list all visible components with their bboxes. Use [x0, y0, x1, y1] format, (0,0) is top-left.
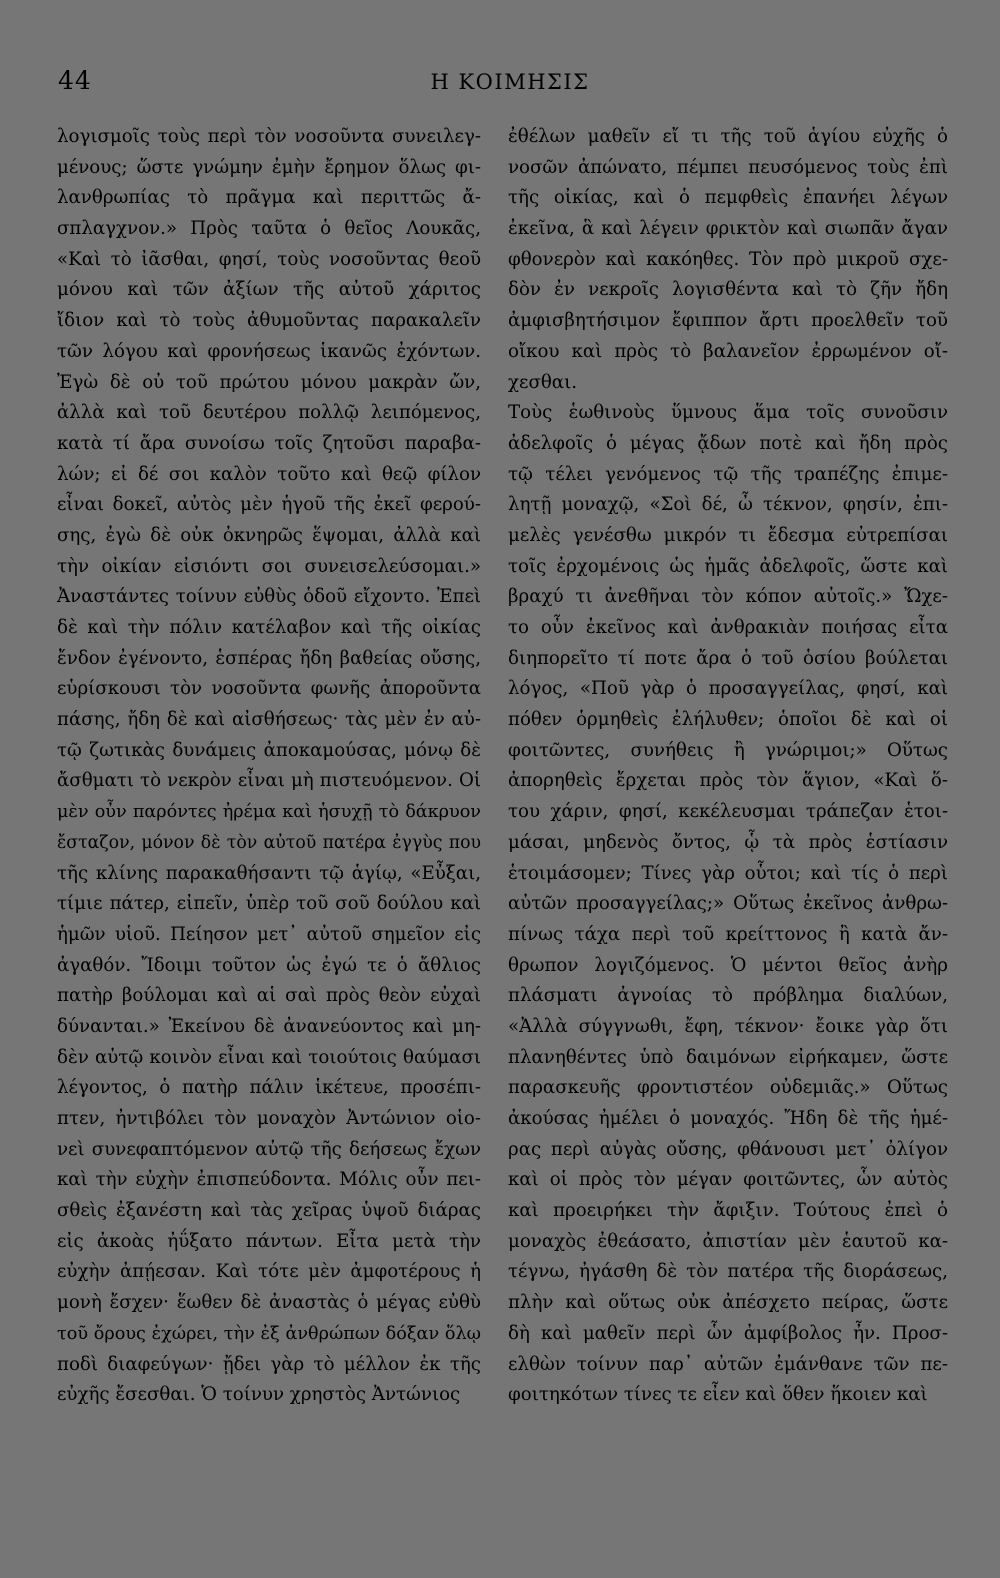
text-line: ἀλλὰ καὶ τοῦ δευτέρου πολλῷ λειπόμενος,: [57, 402, 481, 424]
text-line: μοναχὸς ἐθεάσατο, ἀπιστίαν μὲν ἑαυτοῦ κα-: [508, 1230, 948, 1252]
text-line: ποδὶ διαφεύγων· ᾔδει γὰρ τὸ μέλλον ἐκ τῆς: [57, 1353, 481, 1375]
text-line: καὶ τὴν εὐχὴν ἐπισπεύδοντα. Μόλις οὖν πει-: [57, 1169, 481, 1191]
text-line: δὸν ἐν νεκροῖς λογισθέντα καὶ τὸ ζῆν ἤδη: [508, 279, 948, 301]
text-line: μονὴ ἔσχεν· ἕωθεν δὲ ἀναστὰς ὁ μέγας εὐθὺ: [57, 1292, 481, 1314]
text-line: πίνως τάχα περὶ τοῦ κρείττονος ἢ κατὰ ἄν-: [508, 923, 948, 945]
text-line: εὑρίσκουσι τὸν νοσοῦντα φωνῆς ἀποροῦντα: [57, 678, 481, 700]
text-line: λόγος, «Ποῦ γὰρ ὁ προσαγγείλας, φησί, καὶ: [508, 678, 948, 700]
text-line: εὐχὴν ἀπῄεσαν. Καὶ τότε μὲν ἀμφοτέρους ἡ: [57, 1261, 481, 1283]
text-line: μάσαι, μηδενὸς ὄντος, ᾧ τὰ πρὸς ἑστίασιν: [508, 831, 948, 853]
text-line: σθεὶς ἐξανέστη καὶ τὰς χεῖρας ὑψοῦ διάρας: [57, 1200, 481, 1222]
text-line: πόθεν ὁρμηθεὶς ἐλήλυθεν; ὁποῖοι δὲ καὶ οἱ: [508, 709, 948, 731]
text-line: ἔσταζον, μόνον δὲ τὸν αὐτοῦ πατέρα ἐγγὺς που: [57, 832, 481, 853]
text-line: ἀγαθόν. Ἴδοιμι τοῦτον ὡς ἐγώ τε ὁ ἄθλιος: [57, 954, 481, 976]
text-line: ἐθέλων μαθεῖν εἴ τι τῆς τοῦ ἁγίου εὐχῆς ὁ: [508, 126, 948, 147]
text-line: καὶ οἱ πρὸς τὸν μέγαν φοιτῶντες, ὧν αὐτὸς: [508, 1169, 948, 1191]
text-line: ἴδιον καὶ τὸ τοὺς ἀθυμοῦντας παρακαλεῖν: [57, 310, 481, 332]
text-line: σης, ἐγὼ δὲ οὐκ ὀκνηρῶς ἕψομαι, ἀλλὰ καὶ: [57, 524, 481, 546]
text-line: Ἀναστάντες τοίνυν εὐθὺς ὁδοῦ εἴχοντο. Ἐπεὶ: [57, 586, 481, 608]
text-line: ἔνδον ἐγένοντο, ἑσπέρας ἤδη βαθείας οὔσης,: [57, 647, 481, 669]
text-line: Τοὺς ἑωθινοὺς ὕμνους ἅμα τοῖς συνοῦσιν: [508, 402, 948, 424]
text-line: χεσθαι.: [508, 371, 578, 393]
text-line: τὴν οἰκίαν εἰσιόντι σοι συνεισελεύσομαι.»: [57, 555, 481, 577]
text-line: νεὶ συνεφαπτόμενον αὐτῷ τῆς δεήσεως ἔχων: [57, 1138, 481, 1160]
text-line: βραχύ τι ἀνεθῆναι τὸν κόπον αὐτοῖς.» Ὤχε-: [508, 586, 948, 608]
text-line: ελθὼν τοίνυν παρ᾽ αὐτῶν ἐμάνθανε τῶν πε-: [508, 1353, 948, 1375]
text-line: φθονερὸν καὶ κακόηθες. Τὸν πρὸ μικροῦ σχε-: [508, 248, 948, 270]
text-line: τῶν λόγου καὶ φρονήσεως ἱκανῶς ἐχόντων.: [57, 340, 481, 362]
text-line: δύνανται.» Ἐκείνου δὲ ἀνανεύοντος καὶ μη-: [57, 1015, 481, 1037]
text-line: ἐκεῖνα, ἃ καὶ λέγειν φρικτὸν καὶ σιωπᾶν ἄγαν: [508, 218, 948, 240]
text-line: δὲ καὶ τὴν πόλιν κατέλαβον καὶ τῆς οἰκίας: [57, 617, 481, 638]
text-line: «Καὶ τὸ ἰᾶσθαι, φησί, τοὺς νοσοῦντας θεοῦ: [57, 248, 481, 270]
left-text-column: [57, 122, 481, 1411]
text-line: παρασκευῆς φροντιστέον οὐδεμιᾶς.» Οὕτως: [508, 1077, 948, 1099]
text-line: μένους; ὥστε γνώμην ἐμὴν ἔρημον ὅλως φι-: [57, 156, 481, 178]
right-text-column: [508, 122, 948, 1411]
text-line: λών; εἰ δέ σοι καλὸν τοῦτο καὶ θεῷ φίλον: [57, 463, 481, 485]
text-line: δὴ καὶ μαθεῖν περὶ ὧν ἀμφίβολος ἦν. Προσ-: [508, 1322, 948, 1344]
text-line: εἰς ἀκοὰς ἠΰξατο πάντων. Εἶτα μετὰ τὴν: [57, 1230, 481, 1252]
text-line: εὐχῆς ἔσεσθαι. Ὁ τοίνυν χρηστὸς Ἀντώνιος: [57, 1384, 461, 1406]
text-line: τῆς οἰκίας, καὶ ὁ πεμφθεὶς ἐπανήει λέγων: [508, 187, 948, 209]
text-line: ἀμφισβητήσιμον ἔφιππον ἄρτι προελθεῖν τοῦ: [508, 310, 948, 332]
running-title: Η ΚΟΙΜΗΣΙΣ: [430, 70, 590, 94]
text-line: πατὴρ βούλομαι καὶ αἱ σαὶ πρὸς θεὸν εὐχαὶ: [57, 985, 481, 1007]
text-line: δὲν αὐτῷ κοινὸν εἶναι καὶ τοιούτοις θαύμασι: [57, 1046, 481, 1068]
text-line: λανθρωπίας τὸ πρᾶγμα καὶ περιττῶς ἄ-: [57, 187, 481, 209]
text-line: το οὖν ἐκεῖνος καὶ ἀνθρακιὰν ποιήσας εἶτα: [508, 617, 948, 638]
text-line: μόνου καὶ τῶν ἀξίων τῆς αὐτοῦ χάριτος: [57, 279, 481, 301]
text-line: ἀδελφοῖς ὁ μέγας ᾄδων ποτὲ καὶ ἤδη πρὸς: [508, 432, 948, 454]
text-line: τοῦ ὄρους ἐχώρει, τὴν ἐξ ἀνθρώπων δόξαν ὅλῳ: [57, 1323, 481, 1344]
text-line: ἀπορηθεὶς ἔρχεται πρὸς τὸν ἅγιον, «Καὶ ὅ-: [508, 770, 948, 792]
text-line: τέγνω, ἠγάσθη δὲ τὸν πατέρα τῆς διοράσεως,: [508, 1261, 948, 1283]
text-line: αὐτῶν προσαγγείλας;» Οὕτως ἐκεῖνος ἀνθρω-: [508, 893, 948, 915]
text-line: «Ἀλλὰ σύγγνωθι, ἔφη, τέκνον· ἔοικε γὰρ ὅτι: [508, 1015, 948, 1037]
text-line: πλάσματι ἀγνοίας τὸ πρόβλημα διαλύων,: [508, 985, 948, 1007]
text-line: ἡμῶν υἱοῦ. Πείησον μετ᾽ αὐτοῦ σημεῖον εἰς: [57, 923, 481, 945]
page-number: 44: [58, 66, 92, 95]
text-line: τῷ ζωτικὰς δυνάμεις ἀποκαμούσας, μόνῳ δὲ: [57, 739, 481, 761]
text-line: νοσῶν ἀπώνατο, πέμπει πευσόμενος τοὺς ἐπὶ: [508, 156, 948, 178]
text-line: μὲν οὖν παρόντες ἠρέμα καὶ ἡσυχῇ τὸ δάκρυον: [57, 802, 481, 823]
text-line: πτεν, ἠντιβόλει τὸν μοναχὸν Ἀντώνιον οἱο-: [57, 1108, 481, 1129]
text-line: διηπορεῖτο τί ποτε ἄρα ὁ τοῦ ὁσίου βούλεται: [508, 647, 948, 669]
text-line: ἑτοιμάσομεν; Τίνες γὰρ οὗτοι; καὶ τίς ὁ περὶ: [508, 862, 948, 884]
text-line: κατὰ τί ἄρα συνοίσω τοῖς ζητοῦσι παραβα-: [57, 432, 481, 454]
text-line: θρωπον λογιζόμενος. Ὁ μέντοι θεῖος ἀνὴρ: [508, 954, 948, 976]
text-line: τοῖς ἐρχομένοις ὡς ἡμᾶς ἀδελφοῖς, ὥστε καὶ: [508, 555, 948, 577]
text-line: ρας περὶ αὐγὰς οὔσης, φθάνουσι μετ᾽ ὀλίγον: [508, 1138, 948, 1160]
text-line: ἄσθματι τὸ νεκρὸν εἶναι μὴ πιστευόμενον. Οἱ: [57, 770, 481, 792]
text-line: φοιτηκότων τίνες τε εἶεν καὶ ὅθεν ἥκοιεν καὶ: [508, 1384, 928, 1406]
text-line: τῆς κλίνης παρακαθήσαντι τῷ ἁγίῳ, «Εὖξαι,: [57, 862, 481, 884]
text-line: πλανηθέντες ὑπὸ δαιμόνων εἰρήκαμεν, ὥστε: [508, 1046, 948, 1068]
text-line: λέγοντος, ὁ πατὴρ πάλιν ἱκέτευε, προσέπι-: [57, 1077, 481, 1099]
text-line: πάσης, ἤδη δὲ καὶ αἰσθήσεως· τὰς μὲν ἐν αὐ-: [57, 709, 481, 731]
text-line: τῷ τέλει γενόμενος τῷ τῆς τραπέζης ἐπιμε-: [508, 463, 948, 485]
text-line: εἶναι δοκεῖ, αὐτὸς μὲν ἡγοῦ τῆς ἐκεῖ φερού-: [57, 494, 481, 516]
text-line: σπλαγχνον.» Πρὸς ταῦτα ὁ θεῖος Λουκᾶς,: [57, 218, 481, 240]
text-line: πλὴν καὶ οὕτως οὐκ ἀπέσχετο πείρας, ὥστε: [508, 1292, 948, 1314]
text-line: Ἐγὼ δὲ οὐ τοῦ πρώτου μόνου μακρὰν ὤν,: [57, 371, 481, 393]
text-line: λογισμοῖς τοὺς περὶ τὸν νοσοῦντα συνειλεγ-: [57, 126, 481, 147]
text-line: τίμιε πάτερ, εἰπεῖν, ὑπὲρ τοῦ σοῦ δούλου καὶ: [57, 893, 481, 915]
text-line: μελὲς γενέσθω μικρόν τι ἔδεσμα εὐτρεπίσαι: [508, 524, 948, 546]
text-line: φοιτῶντες, συνήθεις ἢ γνώριμοι;» Οὕτως: [508, 739, 948, 761]
text-line: του χάριν, φησί, κεκέλευσμαι τράπεζαν ἑτοι-: [508, 801, 948, 823]
text-line: οἴκου καὶ πρὸς τὸ βαλανεῖον ἐρρωμένον οἴ-: [508, 340, 948, 362]
text-line: ἀκούσας ἠμέλει ὁ μοναχός. Ἤδη δὲ τῆς ἡμέ-: [508, 1108, 948, 1129]
text-line: λητῇ μοναχῷ, «Σοὶ δέ, ὦ τέκνον, φησίν, ἐπι-: [508, 494, 948, 516]
text-line: καὶ προειρήκει τὴν ἄφιξιν. Τούτους ἐπεὶ ὁ: [508, 1200, 948, 1222]
